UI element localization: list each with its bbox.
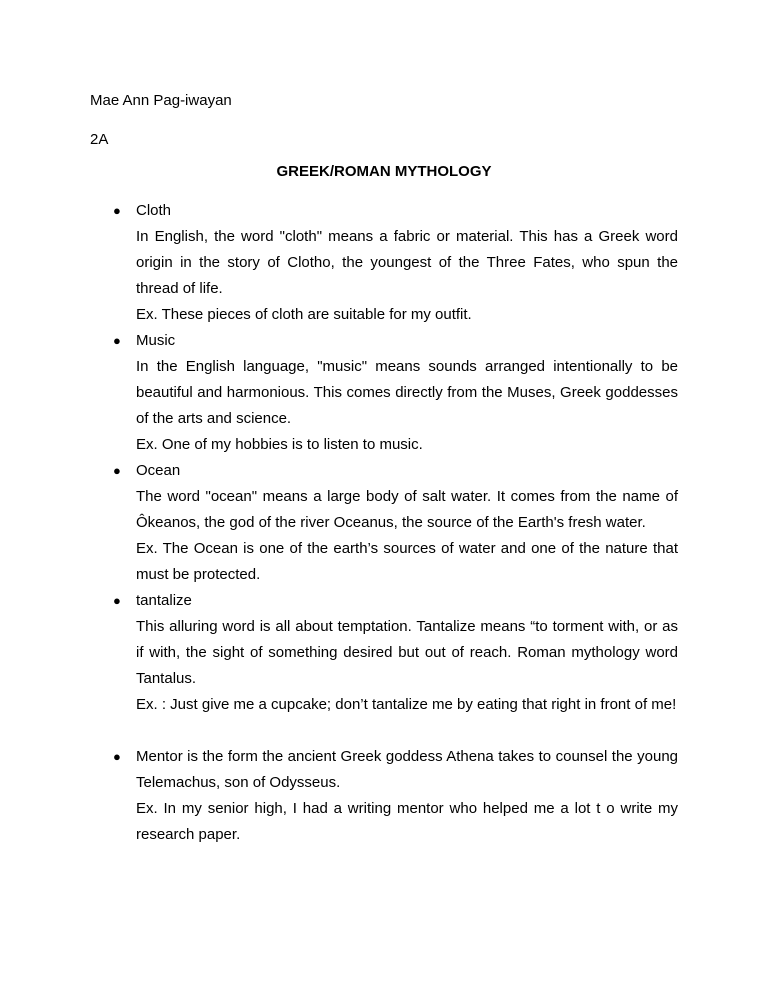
entry-definition	[136, 744, 678, 796]
bullet-icon: ●	[113, 593, 121, 608]
entry-example: Ex. : Just give me a cupcake; don’t tantalize me by eating that right in front of me!	[136, 696, 677, 713]
list-item	[113, 588, 678, 718]
list-item	[113, 328, 678, 458]
entry-definition: This alluring word is all about temptation. Tantalize means “to torment with, or as if with, the sight of something desired but out of reach. Roman mythology word Tantalus.	[136, 618, 678, 687]
entry-definition: In English, the word "cloth" means a fabric or material. This has a Greek word origin in the story of Clotho, the youngest of the Three Fates, who spun the thread of life.	[136, 228, 678, 297]
entry-example: Ex. In my senior high, I had a writing mentor who helped me a lot t o write my research paper.	[136, 800, 678, 843]
entry-term: Mentor	[136, 748, 183, 765]
section-label: 2A	[90, 131, 109, 148]
entry-term: Ocean	[136, 462, 181, 479]
list-item	[113, 458, 678, 588]
entry-definition: In the English language, "music" means sounds arranged intentionally to be beautiful and harmonious. This comes directly from the Muses, Greek goddesses of the arts and science.	[136, 358, 678, 427]
entry-example: Ex. The Ocean is one of the earth’s sources of water and one of the nature that must be protected.	[136, 540, 678, 583]
entry-term: Cloth	[136, 202, 172, 219]
list-item	[113, 198, 678, 328]
bullet-icon: ●	[113, 749, 121, 764]
author-name: Mae Ann Pag-iwayan	[90, 92, 232, 109]
bullet-icon: ●	[113, 333, 121, 348]
bullet-icon: ●	[113, 203, 121, 218]
bullet-icon: ●	[113, 463, 121, 478]
document-title: GREEK/ROMAN MYTHOLOGY	[276, 163, 492, 180]
entry-term: Music	[136, 332, 176, 349]
entry-term: tantalize	[136, 592, 192, 609]
list-item	[113, 744, 678, 848]
entry-example: Ex. These pieces of cloth are suitable for my outfit.	[136, 306, 472, 323]
entry-example: Ex. One of my hobbies is to listen to music.	[136, 436, 423, 453]
entry-definition-text: is the form the ancient Greek goddess Athena takes to counsel the young Telemachus, son of Odysseus.	[136, 748, 678, 791]
entry-list	[0, 198, 768, 848]
entry-definition: The word "ocean" means a large body of salt water. It comes from the name of Ôkeanos, the god of the river Oceanus, the source of the Earth's fresh water.	[136, 488, 678, 531]
